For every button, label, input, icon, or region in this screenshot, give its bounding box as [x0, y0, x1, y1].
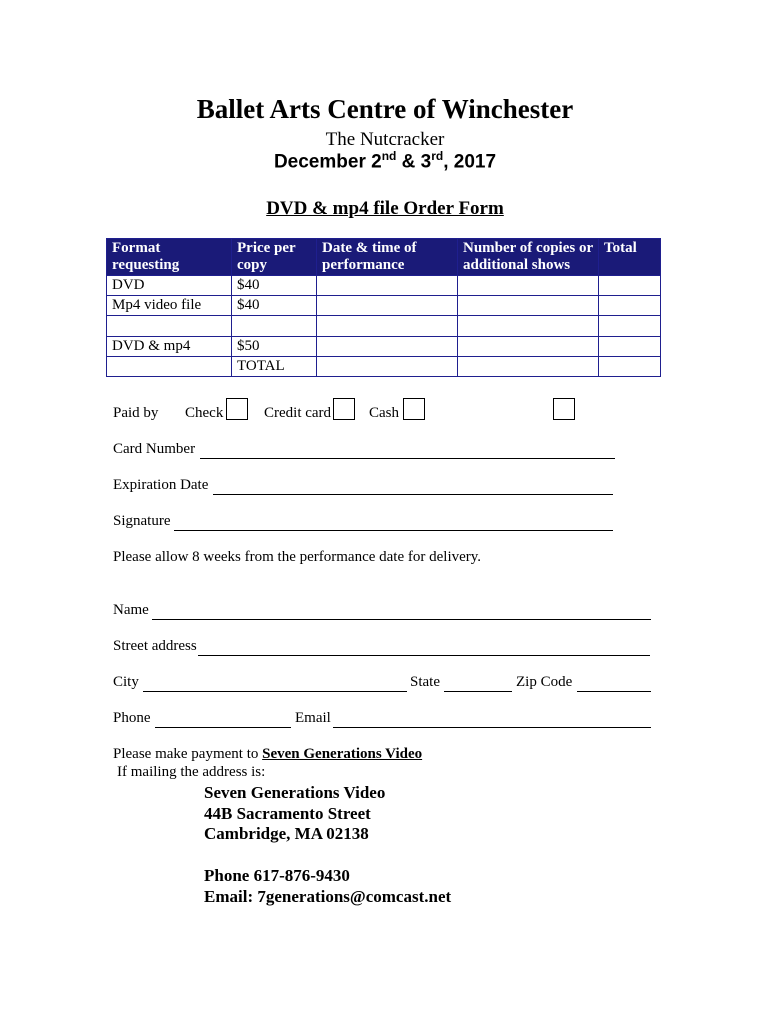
cash-checkbox[interactable]	[403, 398, 425, 420]
city-label: City	[113, 674, 139, 690]
cell-total[interactable]	[599, 276, 661, 296]
cell-price: $40	[232, 276, 317, 296]
email-label: Email	[295, 710, 331, 726]
table-row	[107, 337, 661, 357]
header-total: Total	[599, 239, 661, 276]
cell-total[interactable]	[599, 296, 661, 316]
zip-field[interactable]	[577, 691, 651, 692]
header-price: Price per copy	[232, 239, 317, 276]
cell-date-time[interactable]	[317, 316, 458, 337]
cell-format: DVD & mp4	[107, 337, 232, 357]
cell-date-time[interactable]	[317, 296, 458, 316]
cell-total[interactable]	[599, 357, 661, 377]
order-table	[106, 238, 661, 377]
email-field[interactable]	[333, 727, 651, 728]
payee-name: Seven Generations Video	[262, 746, 423, 762]
extra-checkbox[interactable]	[553, 398, 575, 420]
page-title: Ballet Arts Centre of Winchester	[196, 94, 574, 124]
address-city: Cambridge, MA 02138	[204, 824, 369, 843]
card-number-field[interactable]	[200, 458, 615, 459]
name-label: Name	[113, 602, 149, 618]
cash-label: Cash	[369, 405, 399, 421]
phone-label: Phone	[113, 710, 151, 726]
header-date-time: Date & time of performance	[317, 239, 458, 276]
address-name: Seven Generations Video	[204, 783, 386, 802]
cell-total[interactable]	[599, 337, 661, 357]
cell-copies[interactable]	[458, 316, 599, 337]
zip-label: Zip Code	[516, 674, 573, 690]
card-number-label: Card Number	[113, 441, 196, 457]
mailing-instruction: If mailing the address is:	[117, 764, 266, 780]
address-street: 44B Sacramento Street	[204, 804, 371, 823]
cell-format: DVD	[107, 276, 232, 296]
cell-format	[107, 316, 232, 337]
cell-price: TOTAL	[232, 357, 317, 377]
signature-field[interactable]	[174, 530, 613, 531]
cell-date-time[interactable]	[317, 276, 458, 296]
table-header-row	[107, 239, 661, 276]
expiration-label: Expiration Date	[113, 477, 209, 493]
street-field[interactable]	[198, 655, 650, 656]
cell-format: Mp4 video file	[107, 296, 232, 316]
expiration-field[interactable]	[213, 494, 613, 495]
cell-price: $50	[232, 337, 317, 357]
credit-card-label: Credit card	[264, 405, 332, 421]
cell-price: $40	[232, 296, 317, 316]
table-row	[107, 276, 661, 296]
cell-format	[107, 357, 232, 377]
phone-field[interactable]	[155, 727, 291, 728]
table-row	[107, 357, 661, 377]
signature-label: Signature	[113, 513, 171, 529]
header-format: Format requesting	[107, 239, 232, 276]
state-label: State	[410, 674, 440, 690]
paid-by-label: Paid by	[113, 405, 159, 421]
cell-copies[interactable]	[458, 357, 599, 377]
contact-phone: Phone 617-876-9430	[204, 866, 350, 885]
header-copies: Number of copies or additional shows	[458, 239, 599, 276]
cell-copies[interactable]	[458, 296, 599, 316]
table-row	[107, 316, 661, 337]
state-field[interactable]	[444, 691, 512, 692]
city-field[interactable]	[143, 691, 407, 692]
cell-copies[interactable]	[458, 276, 599, 296]
payment-instruction: Please make payment to Seven Generations Video	[113, 746, 423, 762]
name-field[interactable]	[152, 619, 651, 620]
street-label: Street address	[113, 638, 197, 654]
table-row	[107, 296, 661, 316]
cell-price	[232, 316, 317, 337]
check-label: Check	[185, 405, 224, 421]
delivery-note: Please allow 8 weeks from the performance date for delivery.	[113, 549, 482, 565]
cell-date-time[interactable]	[317, 337, 458, 357]
cell-total[interactable]	[599, 316, 661, 337]
cell-copies[interactable]	[458, 337, 599, 357]
cell-date-time[interactable]	[317, 357, 458, 377]
check-checkbox[interactable]	[226, 398, 248, 420]
contact-email: Email: 7generations@comcast.net	[204, 887, 452, 906]
credit-card-checkbox[interactable]	[333, 398, 355, 420]
event-dates: December 2nd & 3rd, 2017	[273, 149, 497, 173]
event-name: The Nutcracker	[325, 129, 445, 150]
form-title: DVD & mp4 file Order Form	[266, 198, 504, 219]
